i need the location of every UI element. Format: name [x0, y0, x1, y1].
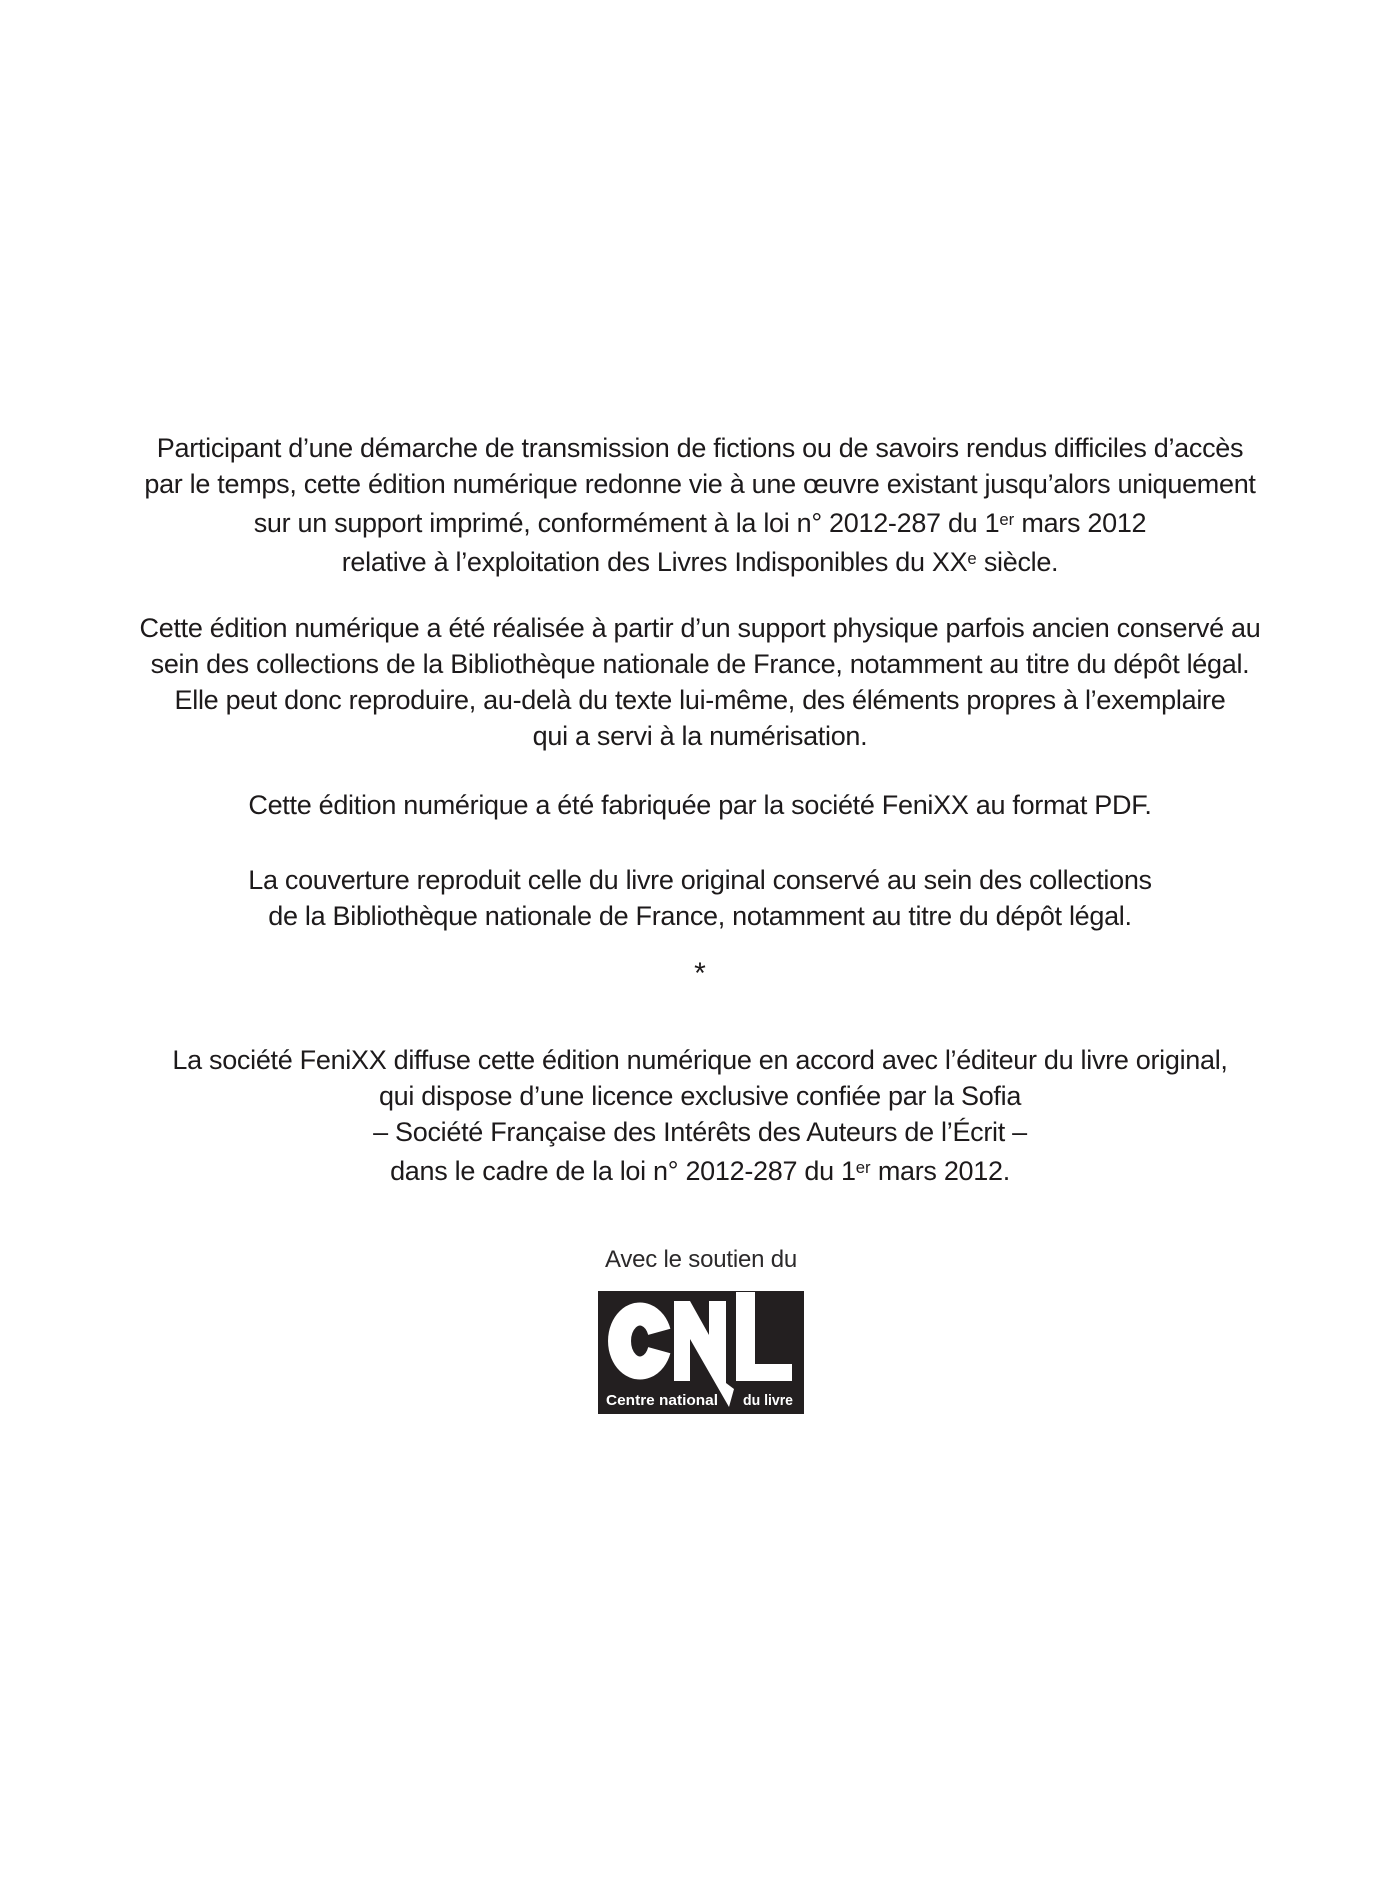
paragraph-diffusion-note	[0, 1042, 1400, 1189]
text-line: – Société Française des Intérêts des Auteurs de l’Écrit –	[373, 1117, 1027, 1147]
asterisk-separator: *	[694, 957, 706, 990]
text-line: sur un support imprimé, conformément à la loi n° 2012-287 du 1er mars 2012	[253, 508, 1147, 539]
text-line: qui a servi à la numérisation.	[532, 721, 868, 751]
cnl-logo	[598, 1291, 804, 1414]
paragraph-fabrication-note	[0, 787, 1400, 823]
text-line: de la Bibliothèque nationale de France, notamment au titre du dépôt légal.	[268, 901, 1132, 931]
text-line: La société FeniXX diffuse cette édition numérique en accord avec l’éditeur du livre original,	[172, 1045, 1228, 1075]
cnl-caption-left: Centre national	[606, 1392, 718, 1409]
text-line: par le temps, cette édition numérique redonne vie à une œuvre existant jusqu’alors uniquement	[144, 469, 1256, 499]
superscript: er	[855, 1158, 871, 1177]
text-line: qui dispose d’une licence exclusive confiée par la Sofia	[378, 1081, 1022, 1111]
support-caption: Avec le soutien du	[604, 1246, 798, 1273]
text-line: La couverture reproduit celle du livre original conservé au sein des collections	[248, 865, 1152, 895]
text-line: dans le cadre de la loi n° 2012-287 du 1er mars 2012.	[390, 1156, 1010, 1187]
paragraph-source-note	[0, 610, 1400, 754]
superscript: er	[999, 510, 1015, 529]
text-line: sein des collections de la Bibliothèque nationale de France, notamment au titre du dépôt légal.	[150, 649, 1250, 679]
superscript: e	[967, 549, 977, 569]
text-line: Cette édition numérique a été fabriquée par la société FeniXX au format PDF.	[248, 790, 1152, 820]
text-line: relative à l’exploitation des Livres Indisponibles du XXe siècle.	[341, 547, 1059, 578]
text-line: Elle peut donc reproduire, au-delà du texte lui-même, des éléments propres à l’exemplaire	[174, 685, 1226, 715]
cnl-caption-right: du livre	[743, 1392, 793, 1409]
text-line: Participant d’une démarche de transmission de fictions ou de savoirs rendus difficiles d’accès	[156, 433, 1244, 463]
paragraph-edition-context	[0, 430, 1400, 580]
paragraph-cover-note	[0, 862, 1400, 934]
text-line: Cette édition numérique a été réalisée à partir d’un support physique parfois ancien conservé au	[139, 613, 1261, 643]
